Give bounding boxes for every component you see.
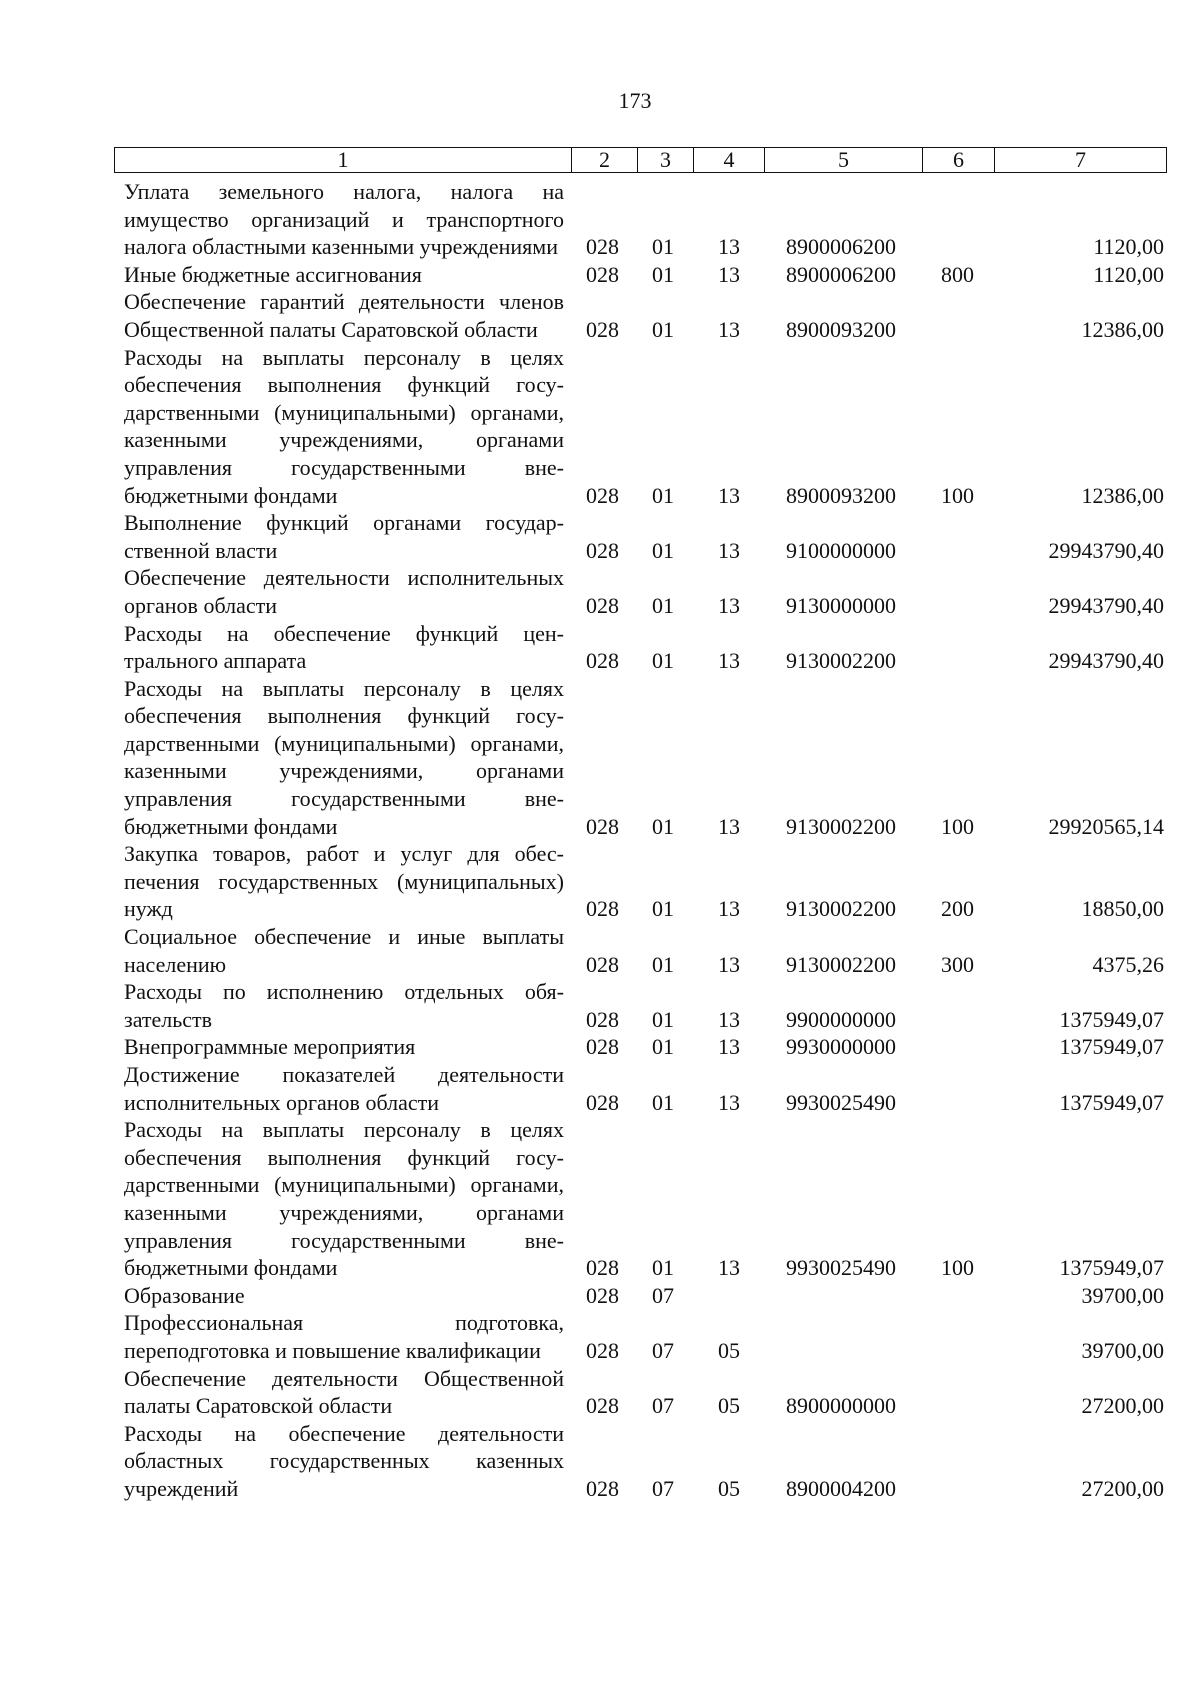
row-description: Выполнение функций органами государственной власти (124, 510, 564, 563)
row-description: Расходы на выплаты персоналу в целях обеспечения выполнения функций государственными (муниципальными) органами, казенными учреждениями, органами управления государственными внебюджетными фондами (124, 1117, 564, 1281)
column-header: 5 (765, 148, 923, 173)
row-code-subsection: 13 (718, 1034, 740, 1060)
row-amount: 12386,00 (1081, 482, 1164, 508)
table-row (0, 675, 1200, 841)
row-code-ministry: 028 (586, 1393, 619, 1419)
table-row (0, 620, 1200, 675)
row-code-section: 01 (652, 896, 674, 922)
row-code-subsection: 05 (718, 1475, 740, 1501)
row-code-target-article: 8900006200 (786, 234, 896, 260)
row-code-target-article: 8900000000 (786, 1393, 896, 1419)
table-row (0, 1061, 1200, 1116)
row-description: Обеспечение гарантий деятельности членов Общественной палаты Саратовской области (124, 289, 564, 342)
row-description: Расходы на выплаты персоналу в целях обеспечения выполнения функций государственными (муниципальными) органами, казенными учреждениями, органами управления государственными внебюджетными фондами (124, 344, 564, 508)
table-row (0, 1309, 1200, 1364)
column-header-row (115, 148, 1167, 173)
row-amount: 39700,00 (1081, 1282, 1164, 1308)
row-amount: 29920565,14 (1048, 813, 1164, 839)
row-code-ministry: 028 (586, 316, 619, 342)
row-code-target-article: 9130002200 (786, 813, 896, 839)
row-amount: 29943790,40 (1048, 537, 1164, 563)
row-code-expense-type: 100 (941, 813, 974, 839)
row-amount: 18850,00 (1081, 896, 1164, 922)
row-code-ministry: 028 (586, 1255, 619, 1281)
row-code-section: 07 (652, 1282, 674, 1308)
row-code-target-article: 9130000000 (786, 592, 896, 618)
row-code-subsection: 13 (718, 1006, 740, 1032)
row-code-expense-type: 100 (941, 482, 974, 508)
row-code-ministry: 028 (586, 1006, 619, 1032)
row-description: Достижение показателей деятельности исполнительных органов области (124, 1062, 564, 1115)
row-code-section: 01 (652, 648, 674, 674)
row-amount: 1120,00 (1093, 234, 1164, 260)
row-code-section: 01 (652, 1034, 674, 1060)
table-row (0, 1033, 1200, 1061)
table-row (0, 1365, 1200, 1420)
row-description: Расходы по исполнению отдельных обязательств (124, 979, 564, 1032)
row-code-section: 01 (652, 813, 674, 839)
row-code-ministry: 028 (586, 1089, 619, 1115)
row-description: Внепрограммные мероприятия (124, 1034, 416, 1060)
row-amount: 27200,00 (1081, 1475, 1164, 1501)
row-description: Профессиональная подготовка, переподготовка и повышение квалификации (124, 1310, 564, 1363)
row-code-ministry: 028 (586, 896, 619, 922)
table-row (0, 923, 1200, 978)
row-code-section: 01 (652, 316, 674, 342)
row-code-section: 01 (652, 234, 674, 260)
row-code-ministry: 028 (586, 813, 619, 839)
row-code-target-article: 9130002200 (786, 648, 896, 674)
row-code-section: 01 (652, 261, 674, 287)
table-row (0, 1282, 1200, 1310)
row-amount: 1120,00 (1093, 261, 1164, 287)
row-description: Обеспечение деятельности Общественной палаты Саратовской области (124, 1365, 564, 1419)
table-row (0, 1116, 1200, 1282)
row-code-ministry: 028 (586, 1475, 619, 1501)
column-header-table (114, 147, 1167, 173)
row-code-section: 07 (652, 1475, 674, 1501)
row-code-expense-type: 100 (941, 1255, 974, 1281)
row-code-target-article: 9930025490 (786, 1255, 896, 1281)
row-code-subsection: 13 (718, 234, 740, 260)
row-code-subsection: 13 (718, 261, 740, 287)
row-code-section: 01 (652, 1089, 674, 1115)
page-number: 173 (618, 88, 652, 113)
row-code-ministry: 028 (586, 482, 619, 508)
row-code-subsection: 13 (718, 1255, 740, 1281)
row-code-target-article: 9930025490 (786, 1089, 896, 1115)
row-code-target-article: 8900093200 (786, 482, 896, 508)
table-row (0, 564, 1200, 619)
row-description: Уплата земельного налога, налога на имущество организаций и транспортного налога областными казенными учреждениями (124, 179, 564, 260)
table-row (0, 978, 1200, 1033)
row-code-subsection: 13 (718, 648, 740, 674)
row-code-subsection: 13 (718, 813, 740, 839)
row-code-subsection: 13 (718, 1089, 740, 1115)
table-row (0, 1420, 1200, 1503)
row-code-subsection: 05 (718, 1337, 740, 1363)
row-code-ministry: 028 (586, 1034, 619, 1060)
row-code-target-article: 8900006200 (786, 261, 896, 287)
table-row (0, 261, 1200, 289)
row-code-target-article: 9130002200 (786, 896, 896, 922)
row-code-section: 01 (652, 951, 674, 977)
row-amount: 12386,00 (1081, 316, 1164, 342)
row-code-target-article: 8900004200 (786, 1475, 896, 1501)
row-amount: 1375949,07 (1059, 1034, 1164, 1060)
row-amount: 1375949,07 (1059, 1089, 1164, 1115)
row-description: Расходы на выплаты персоналу в целях обеспечения выполнения функций государственными (муниципальными) органами, казенными учреждениями, органами управления государственными внебюджетными фондами (124, 675, 564, 839)
row-code-subsection: 13 (718, 951, 740, 977)
row-amount: 4375,26 (1092, 951, 1164, 977)
row-amount: 1375949,07 (1059, 1006, 1164, 1032)
row-description: Образование (124, 1282, 245, 1308)
column-header: 3 (638, 148, 694, 173)
row-amount: 29943790,40 (1048, 592, 1164, 618)
row-code-ministry: 028 (586, 951, 619, 977)
row-code-ministry: 028 (586, 261, 619, 287)
row-description: Иные бюджетные ассигнования (124, 261, 422, 287)
row-amount: 1375949,07 (1059, 1255, 1164, 1281)
row-code-expense-type: 800 (941, 261, 974, 287)
row-amount: 27200,00 (1081, 1393, 1164, 1419)
row-code-subsection: 13 (718, 592, 740, 618)
row-code-section: 01 (652, 1255, 674, 1281)
row-code-ministry: 028 (586, 592, 619, 618)
row-description: Обеспечение деятельности исполнительных органов области (124, 565, 564, 618)
row-code-section: 07 (652, 1393, 674, 1419)
row-description: Расходы на обеспечение функций центрального аппарата (124, 620, 564, 674)
row-code-section: 01 (652, 592, 674, 618)
row-code-target-article: 9930000000 (786, 1034, 896, 1060)
table-row (0, 509, 1200, 564)
column-header: 2 (572, 148, 638, 173)
budget-table-body (0, 178, 1200, 1503)
row-amount: 29943790,40 (1048, 648, 1164, 674)
row-code-ministry: 028 (586, 648, 619, 674)
row-code-ministry: 028 (586, 234, 619, 260)
row-amount: 39700,00 (1081, 1337, 1164, 1363)
row-code-target-article: 9130002200 (786, 951, 896, 977)
row-code-ministry: 028 (586, 1337, 619, 1363)
row-code-section: 01 (652, 1006, 674, 1032)
row-code-subsection: 13 (718, 896, 740, 922)
table-row (0, 344, 1200, 510)
row-code-target-article: 9900000000 (786, 1006, 896, 1032)
row-code-subsection: 13 (718, 537, 740, 563)
row-code-section: 01 (652, 482, 674, 508)
column-header: 4 (694, 148, 765, 173)
row-code-target-article: 9100000000 (786, 537, 896, 563)
row-code-subsection: 13 (718, 482, 740, 508)
column-header: 6 (923, 148, 995, 173)
table-row (0, 178, 1200, 261)
row-code-expense-type: 300 (941, 951, 974, 977)
column-header: 7 (995, 148, 1167, 173)
row-description: Социальное обеспечение и иные выплаты населению (124, 924, 564, 977)
column-header: 1 (115, 148, 572, 173)
row-description: Расходы на обеспечение деятельности областных государственных казенных учреждений (124, 1420, 564, 1501)
table-row (0, 840, 1200, 923)
row-code-target-article: 8900093200 (786, 316, 896, 342)
row-description: Закупка товаров, работ и услуг для обеспечения государственных (муниципальных) нужд (124, 841, 564, 922)
row-code-subsection: 05 (718, 1393, 740, 1419)
row-code-section: 01 (652, 537, 674, 563)
row-code-expense-type: 200 (941, 896, 974, 922)
table-row (0, 288, 1200, 343)
row-code-section: 07 (652, 1337, 674, 1363)
row-code-subsection: 13 (718, 316, 740, 342)
row-code-ministry: 028 (586, 537, 619, 563)
row-code-ministry: 028 (586, 1282, 619, 1308)
